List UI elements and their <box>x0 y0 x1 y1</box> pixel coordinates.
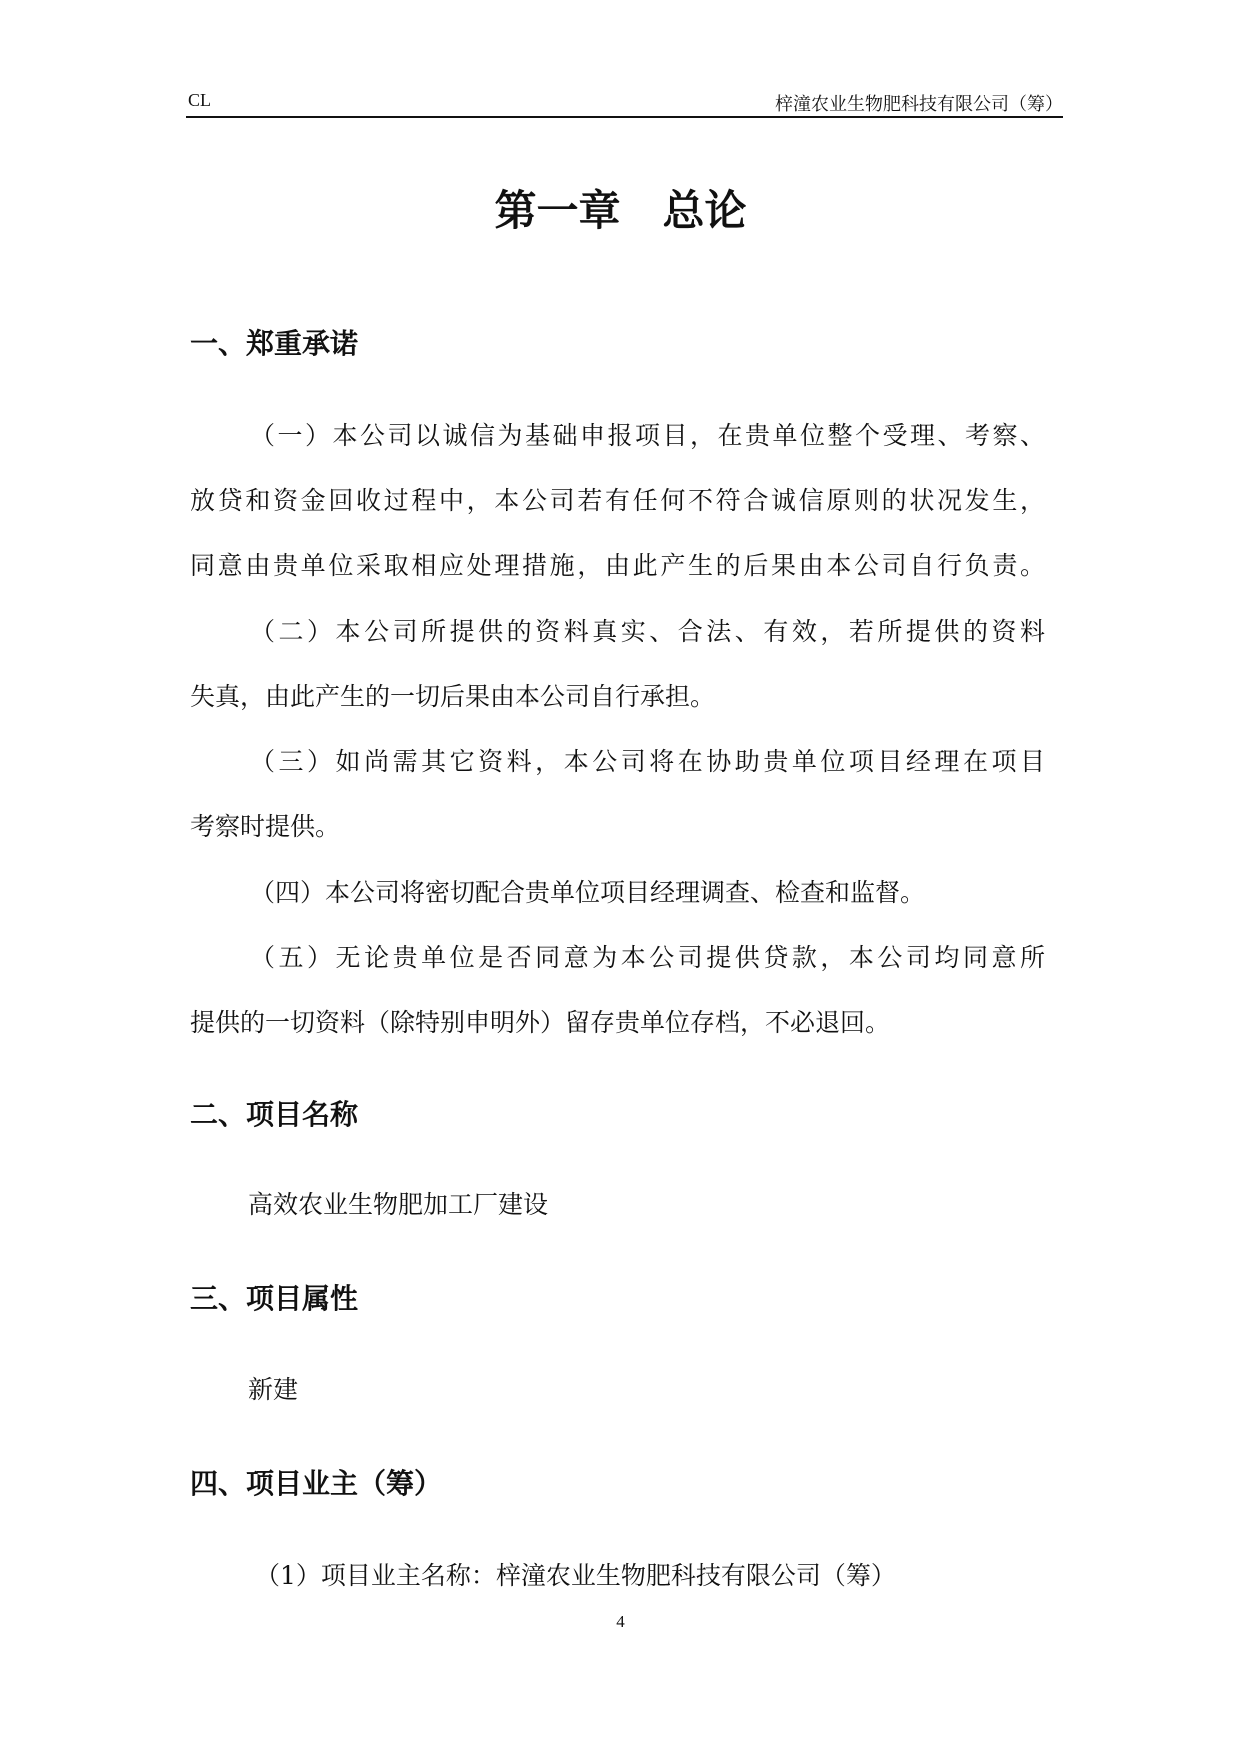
paragraph-line: （三）如尚需其它资料，本公司将在协助贵单位项目经理在项目 <box>250 747 1045 776</box>
page-number: 4 <box>616 1612 625 1631</box>
chapter-title: 第一章 总论 <box>494 186 747 235</box>
paragraph-line: （一）本公司以诚信为基础申报项目，在贵单位整个受理、考察、 <box>250 421 1045 450</box>
paragraph-line: 失真，由此产生的一切后果由本公司自行承担。 <box>190 682 716 711</box>
paragraph-line: （四）本公司将密切配合贵单位项目经理调查、检查和监督。 <box>250 878 926 907</box>
page-header <box>186 88 1063 118</box>
paragraph-line: （二）本公司所提供的资料真实、合法、有效，若所提供的资料 <box>250 617 1045 646</box>
paragraph-line: 考察时提供。 <box>190 812 341 841</box>
header-doc-code: CL <box>188 90 212 110</box>
paragraph-line: （五）无论贵单位是否同意为本公司提供贷款，本公司均同意所 <box>250 943 1045 972</box>
paragraph-line: 同意由贵单位采取相应处理措施，由此产生的后果由本公司自行负责。 <box>190 551 1045 580</box>
paragraph-line: 提供的一切资料（除特别申明外）留存贵单位存档，不必退回。 <box>190 1008 891 1037</box>
section-heading-project-name: 二、项目名称 <box>190 1098 359 1131</box>
section-heading-commitment: 一、郑重承诺 <box>190 327 359 360</box>
project-owner-name-text: （1）项目业主名称：梓潼农业生物肥科技有限公司（筹） <box>255 1561 896 1590</box>
header-company-name: 梓潼农业生物肥科技有限公司（筹） <box>775 94 1063 114</box>
section-heading-project-owner: 四、项目业主（筹） <box>190 1467 443 1500</box>
project-attribute-text: 新建 <box>248 1375 299 1404</box>
project-name-text: 高效农业生物肥加工厂建设 <box>248 1190 549 1219</box>
section-heading-project-attribute: 三、项目属性 <box>190 1282 359 1315</box>
paragraph-line: 放贷和资金回收过程中，本公司若有任何不符合诚信原则的状况发生， <box>190 486 1045 515</box>
